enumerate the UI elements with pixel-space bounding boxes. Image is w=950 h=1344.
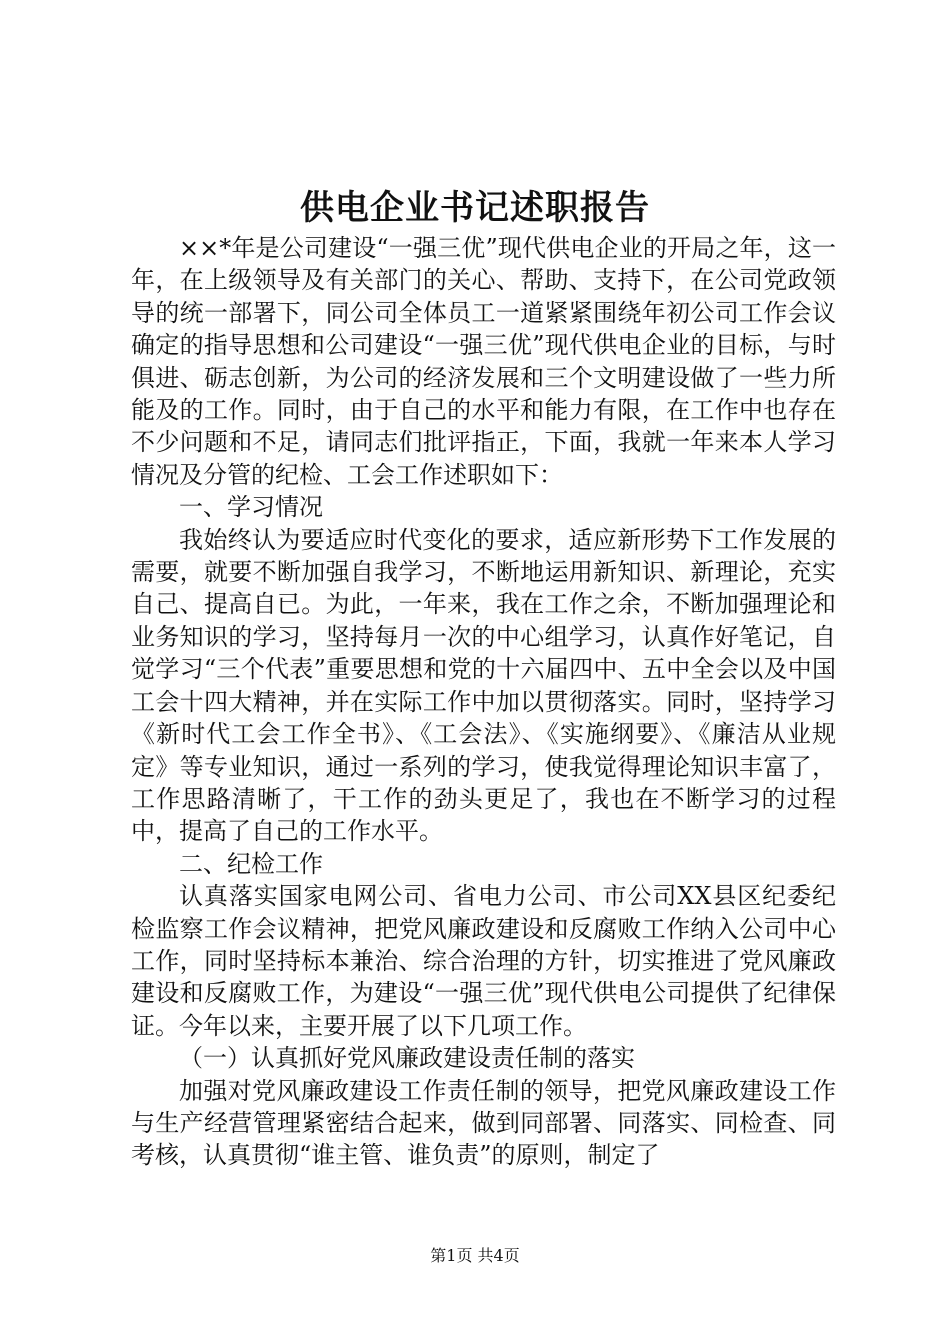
section-heading-discipline: 二、纪检工作 [179, 849, 323, 878]
responsibility-paragraph: 加强对党风廉政建设工作责任制的领导，把党风廉政建设工作与生产经营管理紧密结合起来，做到同部署、同落实、同检查、同考核，认真贯彻“谁主管、谁负责”的原则，制定了 [131, 1076, 836, 1170]
subsection-heading-responsibility: （一）认真抓好党风廉政建设责任制的落实 [179, 1044, 635, 1073]
document-body [131, 232, 836, 1172]
document-title: 供电企业书记述职报告 [300, 188, 650, 228]
discipline-paragraph: 认真落实国家电网公司、省电力公司、市公司XX县区纪委纪检监察工作会议精神，把党风廉政建设和反腐败工作纳入公司中心工作，同时坚持标本兼治、综合治理的方针，切实推进了党风廉政建设和反腐败工作，为建设“一强三优”现代供电公司提供了纪律保证。今年以来，主要开展了以下几项工作。 [131, 882, 836, 1040]
section-heading-study: 一、学习情况 [179, 493, 323, 522]
page-number-footer: 第1页 共4页 [430, 1246, 520, 1265]
intro-paragraph: ××*年是公司建设“一强三优”现代供电企业的开局之年，这一年，在上级领导及有关部门的关心、帮助、支持下，在公司党政领导的统一部署下，同公司全体员工一道紧紧围绕年初公司工作会议确定的指导思想和公司建设“一强三优”现代供电企业的目标，与时俱进、砺志创新，为公司的经济发展和三个文明建设做了一些力所能及的工作。同时，由于自己的水平和能力有限，在工作中也存在不少问题和不足，请同志们批评指正，下面，我就一年来本人学习情况及分管的纪检、工会工作述职如下： [131, 234, 836, 489]
study-paragraph: 我始终认为要适应时代变化的要求，适应新形势下工作发展的需要，就要不断加强自我学习，不断地运用新知识、新理论，充实自己、提高自已。为此，一年来，我在工作之余，不断加强理论和业务知识的学习，坚持每月一次的中心组学习，认真作好笔记，自觉学习“三个代表”重要思想和党的十六届四中、五中全会以及中国工会十四大精神，并在实际工作中加以贯彻落实。同时，坚持学习《新时代工会工作全书》、《工会法》、《实施纲要》、《廉洁从业规定》等专业知识，通过一系列的学习，使我觉得理论知识丰富了，工作思路清晰了，干工作的劲头更足了，我也在不断学习的过程中，提高了自己的工作水平。 [131, 525, 836, 846]
